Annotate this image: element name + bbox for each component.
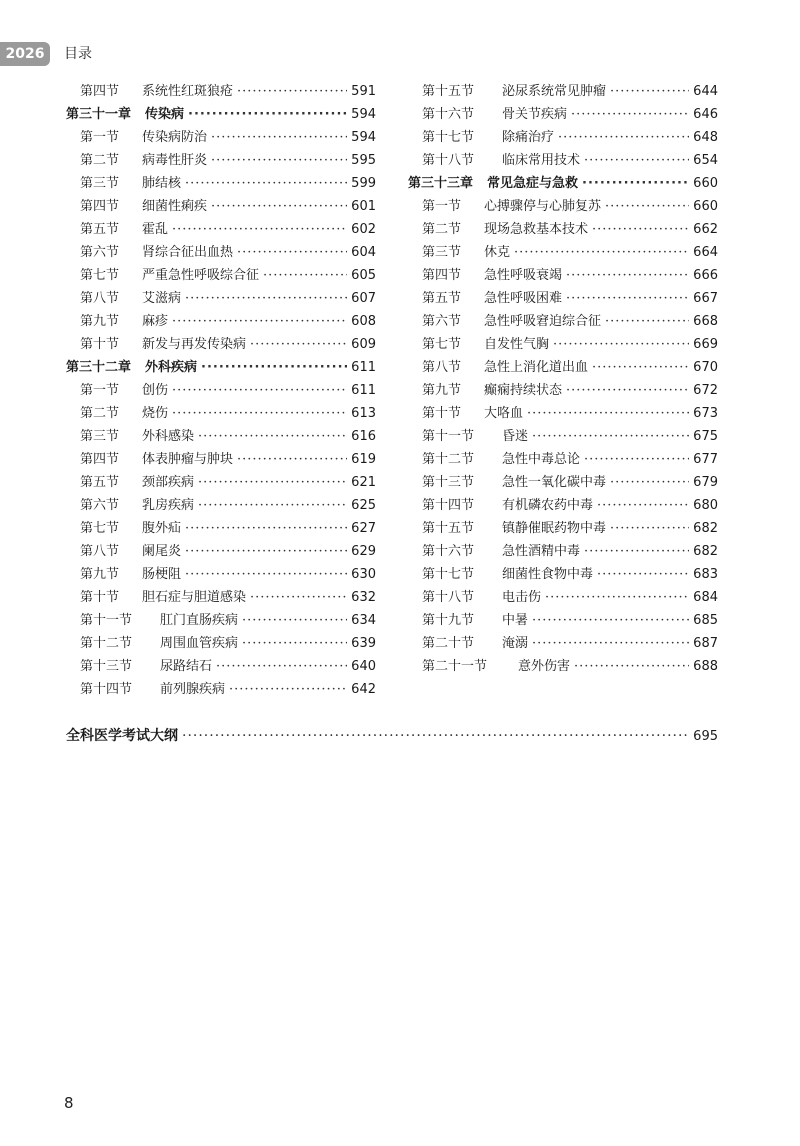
toc-section-entry[interactable] <box>66 172 376 195</box>
toc-entry-page: 684 <box>693 590 718 605</box>
toc-leader-dots <box>229 678 347 701</box>
toc-leader-dots <box>188 103 347 126</box>
toc-leader-dots <box>172 310 347 333</box>
toc-entry-page: 687 <box>693 636 718 651</box>
toc-entry-page: 640 <box>351 659 376 674</box>
toc-entry-number: 第二节 <box>80 406 120 421</box>
toc-entry-page: 604 <box>351 245 376 260</box>
toc-leader-dots <box>201 356 347 379</box>
toc-section-entry[interactable] <box>66 655 376 678</box>
toc-entry-number: 第十六节 <box>422 544 475 559</box>
toc-entry-number: 第七节 <box>80 521 120 536</box>
toc-entry-title: 急性中毒总论 <box>502 452 581 467</box>
toc-leader-dots <box>182 723 689 749</box>
toc-entry-page: 639 <box>351 636 376 651</box>
toc-section-entry[interactable] <box>66 471 376 494</box>
toc-leader-dots <box>610 471 689 494</box>
toc-section-entry[interactable] <box>408 540 718 563</box>
toc-section-entry[interactable] <box>66 287 376 310</box>
toc-section-entry[interactable] <box>66 241 376 264</box>
toc-entry-number: 第七节 <box>80 268 120 283</box>
toc-entry-number: 第五节 <box>422 291 462 306</box>
toc-leader-dots <box>597 563 689 586</box>
toc-section-entry[interactable] <box>408 149 718 172</box>
toc-section-entry[interactable] <box>408 80 718 103</box>
toc-entry-number: 第十四节 <box>422 498 475 513</box>
toc-entry-number: 第三十一章 <box>66 107 132 122</box>
toc-entry-number: 第九节 <box>80 567 120 582</box>
toc-section-entry[interactable] <box>408 609 718 632</box>
toc-entry-number: 第十二节 <box>422 452 475 467</box>
toc-entry-page: 605 <box>351 268 376 283</box>
toc-entry-page: 648 <box>693 130 718 145</box>
toc-entry-title: 全科医学考试大纲 <box>66 728 178 744</box>
toc-entry-title: 细菌性食物中毒 <box>502 567 594 582</box>
toc-section-entry[interactable] <box>408 517 718 540</box>
toc-entry-title: 急性呼吸窘迫综合征 <box>484 314 602 329</box>
toc-entry-number: 第十八节 <box>422 153 475 168</box>
toc-section-entry[interactable] <box>408 425 718 448</box>
toc-entry-title: 骨关节疾病 <box>502 107 568 122</box>
toc-leader-dots <box>216 655 347 678</box>
toc-entry-title: 电击伤 <box>502 590 542 605</box>
toc-leader-dots <box>584 540 689 563</box>
toc-leader-dots <box>185 172 347 195</box>
toc-entry-number: 第九节 <box>80 314 120 329</box>
toc-entry-title: 阑尾炎 <box>142 544 182 559</box>
toc-leader-dots <box>527 402 689 425</box>
toc-entry-page: 613 <box>351 406 376 421</box>
toc-section-entry[interactable] <box>408 494 718 517</box>
toc-leader-dots <box>582 172 689 195</box>
toc-section-entry[interactable] <box>66 425 376 448</box>
toc-leader-dots <box>198 494 347 517</box>
toc-chapter-entry[interactable] <box>66 103 376 126</box>
toc-section-entry[interactable] <box>408 333 718 356</box>
toc-entry-title: 急性上消化道出血 <box>484 360 589 375</box>
toc-section-entry[interactable] <box>66 609 376 632</box>
toc-entry-number: 第十八节 <box>422 590 475 605</box>
toc-entry-page: 680 <box>693 498 718 513</box>
toc-section-entry[interactable] <box>408 471 718 494</box>
toc-entry-title: 胆石症与胆道感染 <box>142 590 247 605</box>
toc-entry-page: 682 <box>693 544 718 559</box>
toc-section-entry[interactable] <box>408 379 718 402</box>
toc-entry-page: 616 <box>351 429 376 444</box>
year-badge: 2026 <box>0 42 50 66</box>
toc-entry-number: 第五节 <box>80 475 120 490</box>
toc-entry-number: 第四节 <box>80 199 120 214</box>
toc-entry-page: 642 <box>351 682 376 697</box>
toc-entry-number: 第十五节 <box>422 521 475 536</box>
toc-leader-dots <box>237 241 347 264</box>
toc-entry-page: 664 <box>693 245 718 260</box>
toc-section-entry[interactable] <box>66 80 376 103</box>
page-number: 8 <box>64 1094 74 1112</box>
toc-entry-page: 670 <box>693 360 718 375</box>
toc-leader-dots <box>185 540 347 563</box>
toc-entry-number: 第七节 <box>422 337 462 352</box>
toc-entry-number: 第十一节 <box>422 429 475 444</box>
toc-leader-dots <box>584 149 689 172</box>
toc-section-entry[interactable] <box>408 287 718 310</box>
toc-entry-number: 第一节 <box>422 199 462 214</box>
toc-section-entry[interactable] <box>408 448 718 471</box>
toc-section-entry[interactable] <box>408 356 718 379</box>
toc-leader-dots <box>172 402 347 425</box>
toc-entry-page: 695 <box>693 729 718 744</box>
toc-entry-page: 660 <box>693 199 718 214</box>
toc-entry-number: 第十节 <box>80 337 120 352</box>
toc-section-entry[interactable] <box>408 218 718 241</box>
toc-section-entry[interactable] <box>408 655 718 678</box>
toc-entry-title: 休克 <box>484 245 511 260</box>
toc-entry-number: 第十节 <box>80 590 120 605</box>
toc-entry-title: 系统性红斑狼疮 <box>142 84 234 99</box>
toc-entry-page: 683 <box>693 567 718 582</box>
toc-entry-page: 619 <box>351 452 376 467</box>
toc-entry-page: 679 <box>693 475 718 490</box>
toc-section-entry[interactable] <box>408 632 718 655</box>
toc-entry-title: 肺结核 <box>142 176 182 191</box>
toc-chapter-entry[interactable] <box>408 172 718 195</box>
toc-section-entry[interactable] <box>66 149 376 172</box>
toc-entry-number: 第十节 <box>422 406 462 421</box>
toc-entry-page: 607 <box>351 291 376 306</box>
toc-entry-title: 急性酒精中毒 <box>502 544 581 559</box>
toc-entry-title: 尿路结石 <box>160 659 213 674</box>
toc-section-entry[interactable] <box>66 333 376 356</box>
toc-entry-page: 621 <box>351 475 376 490</box>
toc-entry-number: 第十四节 <box>80 682 133 697</box>
toc-entry-number: 第十七节 <box>422 567 475 582</box>
toc-entry-page: 629 <box>351 544 376 559</box>
toc-entry-number: 第四节 <box>422 268 462 283</box>
toc-entry-page: 677 <box>693 452 718 467</box>
toc-entry-title: 肠梗阻 <box>142 567 182 582</box>
toc-entry-page: 595 <box>351 153 376 168</box>
toc-entry-page: 660 <box>693 176 718 191</box>
toc-entry-title: 颈部疾病 <box>142 475 195 490</box>
toc-entry-page: 599 <box>351 176 376 191</box>
toc-leader-dots <box>172 379 347 402</box>
toc-entry-page: 602 <box>351 222 376 237</box>
toc-entry-number: 第三节 <box>80 176 120 191</box>
toc-entry-page: 675 <box>693 429 718 444</box>
toc-entry-number: 第九节 <box>422 383 462 398</box>
toc-entry-title: 常见急症与急救 <box>487 176 579 191</box>
toc-leader-dots <box>553 333 689 356</box>
toc-section-entry[interactable] <box>408 195 718 218</box>
toc-entry-title: 肾综合征出血热 <box>142 245 234 260</box>
toc-entry-number: 第十五节 <box>422 84 475 99</box>
toc-section-entry[interactable] <box>66 310 376 333</box>
toc-entry-title: 肛门直肠疾病 <box>160 613 239 628</box>
toc-entry-page: 601 <box>351 199 376 214</box>
toc-entry-page: 608 <box>351 314 376 329</box>
toc-entry-page: 644 <box>693 84 718 99</box>
toc-entry-title: 癫痫持续状态 <box>484 383 563 398</box>
toc-entry-title: 烧伤 <box>142 406 169 421</box>
toc-section-entry[interactable] <box>66 126 376 149</box>
toc-entry-number: 第一节 <box>80 130 120 145</box>
toc-entry-title: 霍乱 <box>142 222 169 237</box>
toc-entry-title: 急性一氧化碳中毒 <box>502 475 607 490</box>
toc-entry-number: 第二十一节 <box>422 659 488 674</box>
toc-entry-title: 传染病 <box>145 107 185 122</box>
toc-section-entry[interactable] <box>66 678 376 701</box>
toc-entry-title: 除痛治疗 <box>502 130 555 145</box>
toc-entry-number: 第一节 <box>80 383 120 398</box>
toc-entry-title: 心搏骤停与心肺复苏 <box>484 199 602 214</box>
toc-entry-title: 细菌性痢疾 <box>142 199 208 214</box>
toc-leader-dots <box>198 471 347 494</box>
toc-entry-number: 第十二节 <box>80 636 133 651</box>
toc-entry-title: 艾滋病 <box>142 291 182 306</box>
toc-entry-title: 外科疾病 <box>145 360 198 375</box>
toc-entry-title: 新发与再发传染病 <box>142 337 247 352</box>
toc-entry-page: 668 <box>693 314 718 329</box>
toc-leader-dots <box>574 655 689 678</box>
toc-section-entry[interactable] <box>66 195 376 218</box>
toc-entry-page: 667 <box>693 291 718 306</box>
toc-entry-page: 672 <box>693 383 718 398</box>
toc-entry-title: 体表肿瘤与肿块 <box>142 452 234 467</box>
toc-entry-page: 594 <box>351 107 376 122</box>
toc-entry-title: 严重急性呼吸综合征 <box>142 268 260 283</box>
toc-entry-page: 611 <box>351 360 376 375</box>
toc-leader-dots <box>237 80 347 103</box>
toc-entry-title: 急性呼吸衰竭 <box>484 268 563 283</box>
toc-entry-title: 创伤 <box>142 383 169 398</box>
toc-section-entry[interactable] <box>66 448 376 471</box>
toc-leader-dots <box>198 425 347 448</box>
toc-entry-title: 有机磷农药中毒 <box>502 498 594 513</box>
toc-entry-number: 第二节 <box>422 222 462 237</box>
toc-section-entry[interactable] <box>66 632 376 655</box>
toc-section-entry[interactable] <box>66 402 376 425</box>
toc-entry-number: 第六节 <box>80 498 120 513</box>
toc-section-entry[interactable] <box>408 103 718 126</box>
toc-leader-dots <box>571 103 689 126</box>
toc-entry-title: 乳房疾病 <box>142 498 195 513</box>
toc-entry-page: 646 <box>693 107 718 122</box>
toc-entry-page: 666 <box>693 268 718 283</box>
toc-leader-dots <box>211 195 347 218</box>
toc-leader-dots <box>211 149 347 172</box>
toc-section-entry[interactable] <box>66 563 376 586</box>
toc-section-entry[interactable] <box>66 264 376 287</box>
toc-entry-number: 第四节 <box>80 452 120 467</box>
toc-entry-page: 609 <box>351 337 376 352</box>
toc-leader-dots <box>597 494 689 517</box>
toc-leader-dots <box>263 264 347 287</box>
toc-leader-dots <box>566 287 689 310</box>
toc-leader-dots <box>532 609 689 632</box>
toc-section-entry[interactable] <box>408 563 718 586</box>
toc-entry-number: 第十九节 <box>422 613 475 628</box>
toc-entry-title: 麻疹 <box>142 314 169 329</box>
toc-entry-title: 前列腺疾病 <box>160 682 226 697</box>
toc-entry-page: 627 <box>351 521 376 536</box>
toc-entry-title: 泌尿系统常见肿瘤 <box>502 84 607 99</box>
toc-entry-number: 第三十三章 <box>408 176 474 191</box>
toc-leader-dots <box>185 517 347 540</box>
toc-entry-title: 临床常用技术 <box>502 153 581 168</box>
toc-section-entry[interactable] <box>408 402 718 425</box>
toc-entry-number: 第十六节 <box>422 107 475 122</box>
toc-entry-page: 673 <box>693 406 718 421</box>
toc-section-entry[interactable] <box>408 586 718 609</box>
toc-entry-title: 腹外疝 <box>142 521 182 536</box>
toc-entry-page: 685 <box>693 613 718 628</box>
toc-leader-dots <box>185 287 347 310</box>
toc-entry-title: 大咯血 <box>484 406 524 421</box>
toc-section-entry[interactable] <box>66 517 376 540</box>
toc-right-column <box>408 80 718 678</box>
toc-entry-number: 第八节 <box>80 291 120 306</box>
toc-leader-dots <box>558 126 689 149</box>
toc-leader-dots <box>584 448 689 471</box>
toc-entry-number: 第十七节 <box>422 130 475 145</box>
toc-entry-page: 662 <box>693 222 718 237</box>
toc-leader-dots <box>566 264 689 287</box>
toc-leader-dots <box>532 425 689 448</box>
toc-entry-number: 第六节 <box>422 314 462 329</box>
toc-leader-dots <box>237 448 347 471</box>
toc-section-entry[interactable] <box>66 586 376 609</box>
toc-leader-dots <box>592 218 689 241</box>
toc-leader-dots <box>566 379 689 402</box>
toc-leader-dots <box>185 563 347 586</box>
toc-section-entry[interactable] <box>408 264 718 287</box>
toc-entry-page: 630 <box>351 567 376 582</box>
toc-entry-title: 周围血管疾病 <box>160 636 239 651</box>
toc-section-entry[interactable] <box>66 494 376 517</box>
toc-leader-dots <box>610 517 689 540</box>
toc-entry-number: 第十三节 <box>80 659 133 674</box>
toc-leader-dots <box>172 218 347 241</box>
toc-leader-dots <box>242 609 347 632</box>
toc-entry-number: 第三节 <box>80 429 120 444</box>
toc-leader-dots <box>250 333 347 356</box>
toc-leader-dots <box>610 80 689 103</box>
toc-entry-title: 淹溺 <box>502 636 529 651</box>
toc-entry-page: 594 <box>351 130 376 145</box>
toc-entry-title: 传染病防治 <box>142 130 208 145</box>
toc-section-entry[interactable] <box>66 379 376 402</box>
toc-leader-dots <box>242 632 347 655</box>
toc-entry-number: 第二节 <box>80 153 120 168</box>
toc-entry-title: 急性呼吸困难 <box>484 291 563 306</box>
toc-entry-number: 第五节 <box>80 222 120 237</box>
toc-entry-title: 自发性气胸 <box>484 337 550 352</box>
toc-leader-dots <box>250 586 347 609</box>
toc-entry-page: 625 <box>351 498 376 513</box>
toc-leader-dots <box>211 126 347 149</box>
toc-leader-dots <box>532 632 689 655</box>
toc-leader-dots <box>605 310 689 333</box>
toc-entry-page: 634 <box>351 613 376 628</box>
toc-entry-page: 669 <box>693 337 718 352</box>
toc-left-column <box>66 80 376 701</box>
toc-entry-number: 第十一节 <box>80 613 133 628</box>
toc-leader-dots <box>605 195 689 218</box>
toc-section-entry[interactable] <box>408 241 718 264</box>
toc-section-entry[interactable] <box>408 310 718 333</box>
toc-leader-dots <box>592 356 689 379</box>
toc-entry-page: 632 <box>351 590 376 605</box>
toc-entry-title: 外科感染 <box>142 429 195 444</box>
toc-entry-number: 第四节 <box>80 84 120 99</box>
toc-entry-title: 昏迷 <box>502 429 529 444</box>
toc-entry-title: 中暑 <box>502 613 529 628</box>
toc-entry-title: 现场急救基本技术 <box>484 222 589 237</box>
toc-entry-number: 第八节 <box>422 360 462 375</box>
running-header-title: 目录 <box>64 46 92 62</box>
toc-entry-number: 第二十节 <box>422 636 475 651</box>
toc-entry-title: 病毒性肝炎 <box>142 153 208 168</box>
toc-section-entry[interactable] <box>408 126 718 149</box>
toc-entry-page: 591 <box>351 84 376 99</box>
toc-entry-page: 611 <box>351 383 376 398</box>
toc-entry-number: 第三十二章 <box>66 360 132 375</box>
toc-chapter-entry[interactable] <box>66 356 376 379</box>
toc-entry-title: 镇静催眠药物中毒 <box>502 521 607 536</box>
toc-entry-title: 意外伤害 <box>518 659 571 674</box>
toc-entry-page: 682 <box>693 521 718 536</box>
toc-syllabus-entry[interactable] <box>66 723 718 749</box>
toc-entry-number: 第六节 <box>80 245 120 260</box>
toc-leader-dots <box>545 586 689 609</box>
toc-section-entry[interactable] <box>66 540 376 563</box>
toc-entry-page: 654 <box>693 153 718 168</box>
toc-leader-dots <box>514 241 689 264</box>
toc-entry-number: 第十三节 <box>422 475 475 490</box>
toc-entry-number: 第八节 <box>80 544 120 559</box>
toc-section-entry[interactable] <box>66 218 376 241</box>
toc-entry-number: 第三节 <box>422 245 462 260</box>
toc-entry-page: 688 <box>693 659 718 674</box>
